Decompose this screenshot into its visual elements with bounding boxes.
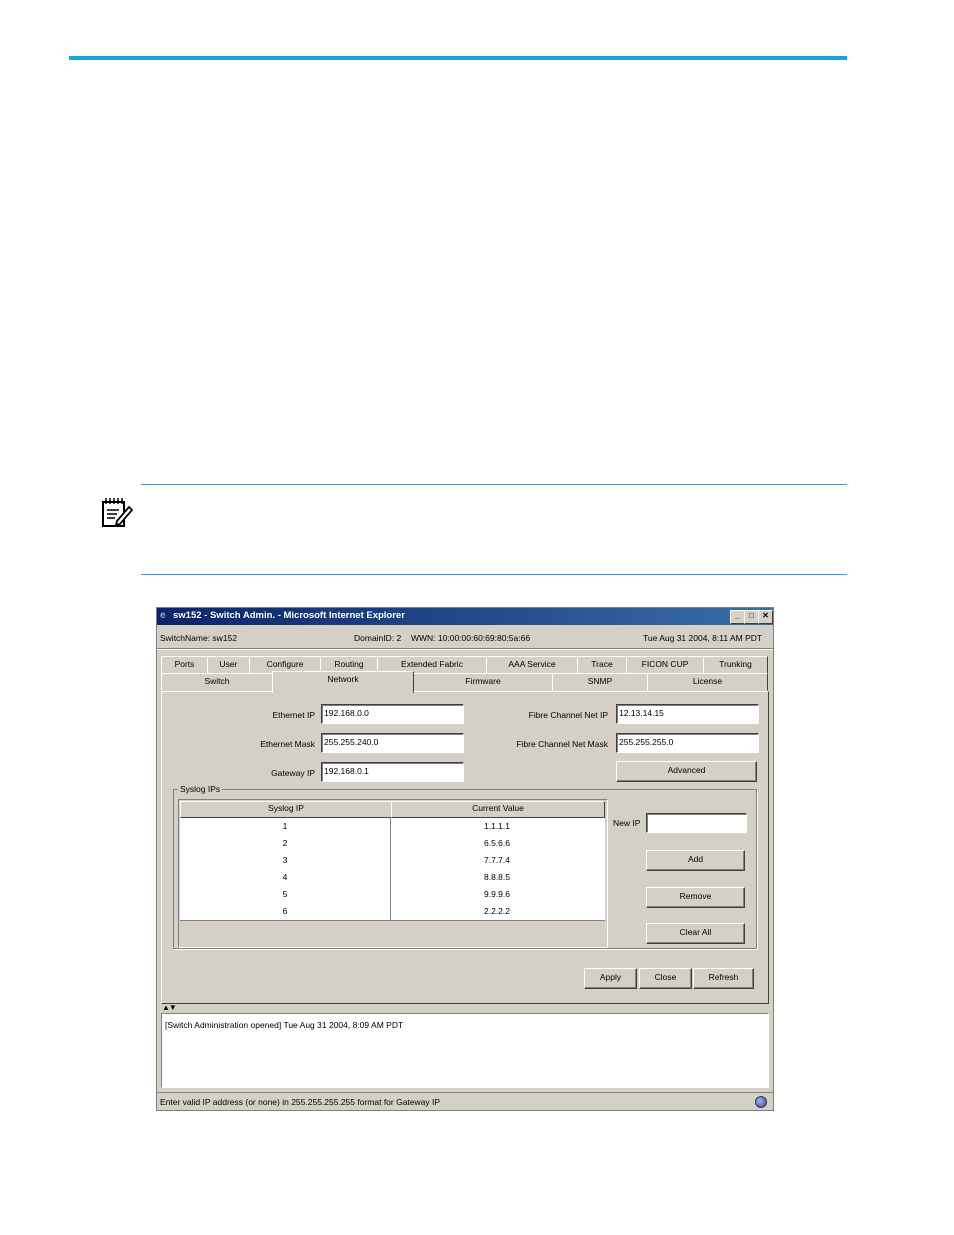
tab-network[interactable]: Network bbox=[272, 671, 414, 693]
log-area[interactable] bbox=[161, 1013, 769, 1088]
apply-button[interactable]: Apply bbox=[584, 968, 637, 989]
tab-ports[interactable]: Ports bbox=[161, 656, 208, 674]
clear-all-button[interactable]: Clear All bbox=[646, 923, 745, 944]
remove-button[interactable]: Remove bbox=[646, 887, 745, 908]
syslog-table bbox=[178, 799, 608, 948]
note-top-rule bbox=[141, 484, 847, 485]
title-bar[interactable] bbox=[157, 608, 773, 625]
fc-net-mask-field[interactable]: 255.255.255.0 bbox=[616, 733, 759, 753]
ethernet-ip-label: Ethernet IP bbox=[272, 710, 315, 720]
status-bar bbox=[157, 1092, 773, 1110]
table-row[interactable] bbox=[180, 852, 605, 870]
close-window-button[interactable]: ✕ bbox=[758, 610, 773, 624]
status-text: Enter valid IP address (or none) in 255.255.255.255 format for Gateway IP bbox=[160, 1097, 441, 1107]
note-icon bbox=[101, 495, 135, 529]
tab-aaa-service[interactable]: AAA Service bbox=[486, 656, 578, 674]
switch-admin-window bbox=[156, 607, 774, 1111]
fc-net-mask-label: Fibre Channel Net Mask bbox=[516, 739, 608, 749]
ethernet-mask-field[interactable]: 255.255.240.0 bbox=[321, 733, 464, 753]
splitter-arrows-icon[interactable]: ▲▼ bbox=[162, 1003, 176, 1012]
table-row[interactable] bbox=[180, 818, 605, 836]
tab-snmp[interactable]: SNMP bbox=[552, 673, 648, 691]
network-panel bbox=[161, 691, 769, 1004]
note-bottom-rule bbox=[141, 574, 847, 575]
syslog-index: 2 bbox=[180, 835, 391, 852]
advanced-button[interactable]: Advanced bbox=[616, 761, 757, 782]
tab-user[interactable]: User bbox=[207, 656, 250, 674]
add-button[interactable]: Add bbox=[646, 850, 745, 871]
syslog-value: 1.1.1.1 bbox=[484, 821, 510, 831]
globe-icon bbox=[755, 1096, 767, 1108]
switch-name: SwitchName: sw152 bbox=[160, 633, 238, 643]
syslog-index: 4 bbox=[180, 869, 391, 886]
tab-license[interactable]: License bbox=[647, 673, 768, 691]
tab-extended-fabric[interactable]: Extended Fabric bbox=[377, 656, 487, 674]
datetime: Tue Aug 31 2004, 8:11 AM PDT bbox=[643, 633, 763, 643]
tab-routing[interactable]: Routing bbox=[320, 656, 378, 674]
switch-info-bar bbox=[157, 626, 773, 646]
tab-ficon-cup[interactable]: FICON CUP bbox=[626, 656, 704, 674]
syslog-value: 9.9.9.6 bbox=[484, 889, 510, 899]
syslog-value: 7.7.7.4 bbox=[484, 855, 510, 865]
table-row[interactable] bbox=[180, 886, 605, 904]
ethernet-mask-label: Ethernet Mask bbox=[260, 739, 315, 749]
log-entry: [Switch Administration opened] Tue Aug 31 2004, 8:09 AM PDT bbox=[165, 1020, 404, 1030]
refresh-button[interactable]: Refresh bbox=[693, 968, 754, 989]
header-rule bbox=[69, 56, 847, 60]
minimize-button[interactable]: _ bbox=[730, 610, 745, 624]
col-syslog-ip[interactable]: Syslog IP bbox=[180, 801, 392, 818]
table-row[interactable] bbox=[180, 835, 605, 853]
domain-id: DomainID: 2 bbox=[354, 633, 402, 643]
ethernet-ip-field[interactable]: 192.168.0.0 bbox=[321, 704, 464, 724]
fc-net-ip-label: Fibre Channel Net IP bbox=[528, 710, 608, 720]
close-button[interactable]: Close bbox=[639, 968, 692, 989]
syslog-value: 6.5.6.6 bbox=[484, 838, 510, 848]
tab-trace[interactable]: Trace bbox=[577, 656, 627, 674]
maximize-button[interactable]: □ bbox=[744, 610, 759, 624]
syslog-group-title: Syslog IPs bbox=[180, 784, 221, 794]
ie-icon: e bbox=[160, 610, 166, 621]
info-separator bbox=[157, 648, 773, 650]
new-ip-field[interactable] bbox=[646, 813, 747, 833]
window-title: sw152 - Switch Admin. - Microsoft Internet Explorer bbox=[173, 610, 405, 621]
fc-net-ip-field[interactable]: 12.13.14.15 bbox=[616, 704, 759, 724]
gateway-ip-field[interactable]: 192.168.0.1 bbox=[321, 762, 464, 782]
syslog-index: 5 bbox=[180, 886, 391, 903]
syslog-value: 2.2.2.2 bbox=[484, 906, 510, 916]
gateway-ip-label: Gateway IP bbox=[271, 768, 315, 778]
tab-switch[interactable]: Switch bbox=[161, 673, 273, 691]
wwn: WWN: 10:00:00:60:69:80:5a:66 bbox=[411, 633, 531, 643]
syslog-value: 8.8.8.5 bbox=[484, 872, 510, 882]
new-ip-label: New IP bbox=[613, 818, 641, 828]
tab-configure[interactable]: Configure bbox=[249, 656, 321, 674]
tab-firmware[interactable]: Firmware bbox=[413, 673, 553, 691]
table-row[interactable] bbox=[180, 903, 605, 921]
syslog-index: 6 bbox=[180, 903, 391, 920]
syslog-index: 1 bbox=[180, 818, 391, 835]
col-current-value[interactable]: Current Value bbox=[391, 801, 605, 818]
table-row[interactable] bbox=[180, 869, 605, 887]
syslog-index: 3 bbox=[180, 852, 391, 869]
tab-trunking[interactable]: Trunking bbox=[703, 656, 768, 674]
